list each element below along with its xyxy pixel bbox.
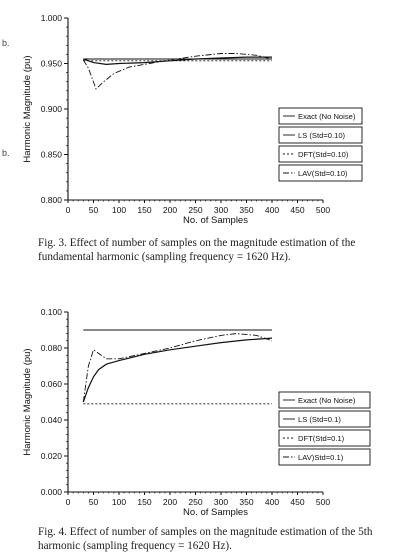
legend-label: Exact (No Noise)	[298, 112, 356, 121]
x-tick-label: 350	[239, 205, 254, 215]
x-tick-label: 250	[188, 205, 203, 215]
figure-3-caption: Fig. 3. Effect of number of samples on the magnitude estimation of the fundamental harmonic (sampling frequency = 1620 Hz).	[38, 237, 356, 263]
legend-label: LS (Std=0.1)	[298, 415, 341, 424]
y-tick-label: 0.040	[40, 415, 62, 425]
legend-label: Exact (No Noise)	[298, 396, 356, 405]
x-tick-label: 450	[290, 205, 305, 215]
x-tick-label: 0	[65, 205, 71, 215]
figure-4-caption: Fig. 4. Effect of number of samples on the magnitude estimation of the 5th harmonic (sampling frequency = 1620 Hz).	[38, 526, 373, 552]
x-tick-label: 400	[264, 497, 280, 507]
legend-label: LS (Std=0.10)	[298, 131, 346, 140]
x-tick-label: 100	[111, 205, 127, 215]
x-tick-label: 350	[239, 497, 254, 507]
y-tick-label: 0.020	[40, 451, 62, 461]
x-tick-label: 150	[137, 497, 152, 507]
chart-3	[22, 13, 362, 226]
y-tick-label: 0.900	[40, 104, 62, 114]
legend	[279, 108, 362, 181]
x-tick-label: 500	[315, 205, 331, 215]
x-tick-label: 150	[137, 205, 152, 215]
y-tick-label: 0.000	[40, 487, 62, 497]
y-tick-label: 1.000	[40, 13, 62, 23]
x-axis-label: No. of Samples	[183, 215, 248, 226]
x-tick-label: 50	[88, 497, 99, 507]
y-tick-label: 0.800	[40, 195, 62, 205]
x-tick-label: 200	[162, 497, 178, 507]
y-axis-label: Harmonic Magnitude (pu)	[22, 348, 33, 456]
y-tick-label: 0.950	[40, 58, 62, 69]
x-tick-label: 450	[290, 497, 305, 507]
x-tick-label: 0	[65, 497, 71, 507]
x-tick-label: 400	[264, 205, 280, 215]
y-tick-label: 0.100	[40, 307, 62, 317]
x-tick-label: 100	[111, 497, 127, 507]
x-tick-label: 250	[188, 497, 203, 507]
legend-label: DFT(Std=0.10)	[298, 150, 349, 159]
margin-mark-top: b.	[2, 38, 10, 48]
legend-label: LAV)Std=0.1)	[298, 453, 344, 462]
legend-label: LAV(Std=0.10)	[298, 169, 348, 178]
x-tick-label: 50	[88, 205, 99, 215]
x-tick-label: 300	[213, 205, 229, 215]
y-tick-label: 0.850	[40, 149, 62, 160]
y-tick-label: 0.080	[40, 343, 62, 353]
x-axis-label: No. of Samples	[183, 507, 248, 518]
margin-mark-middle: b.	[2, 148, 10, 158]
legend-label: DFT(Std=0.1)	[298, 434, 345, 443]
series-line-2	[83, 338, 272, 402]
y-tick-label: 0.060	[40, 379, 62, 389]
series-line-4	[83, 334, 272, 402]
legend	[279, 392, 370, 465]
x-tick-label: 300	[213, 497, 229, 507]
x-tick-label: 200	[162, 205, 178, 215]
x-tick-label: 500	[315, 497, 331, 507]
y-axis-label: Harmonic Magnitude (pu)	[22, 55, 33, 163]
chart-4	[22, 307, 370, 518]
